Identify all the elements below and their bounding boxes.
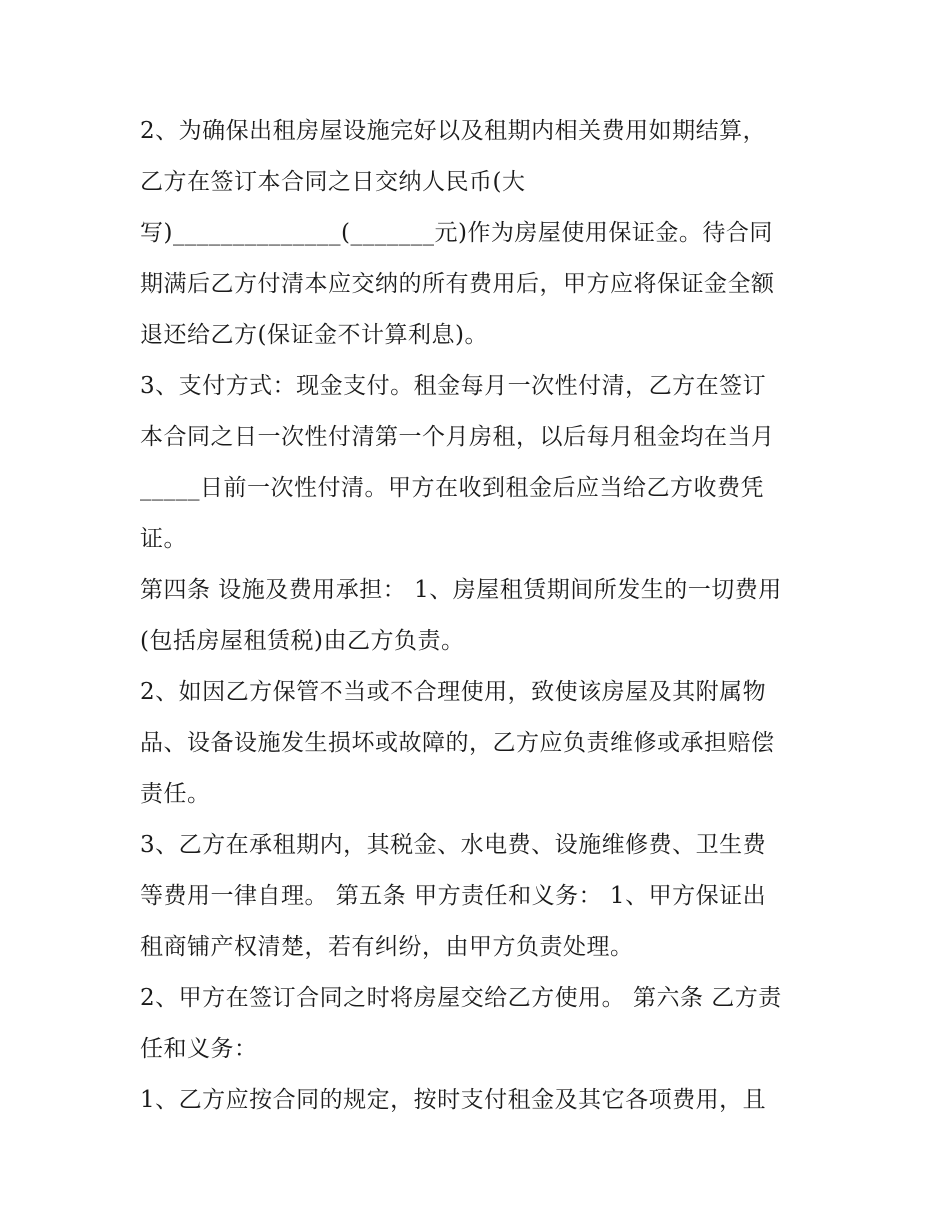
text-line: 期满后乙方付清本应交纳的所有费用后，甲方应将保证金全额: [140, 271, 775, 297]
text-line: 1、乙方应按合同的规定，按时支付租金及其它各项费用，且: [140, 1087, 767, 1113]
text-line: 2、如因乙方保管不当或不合理使用，致使该房屋及其附属物: [140, 679, 767, 705]
text-line: _____日前一次性付清。甲方在收到租金后应当给乙方收费凭: [140, 475, 764, 501]
text-line: 租商铺产权清楚，若有纠纷，由甲方负责处理。: [140, 934, 634, 960]
text-line: 退还给乙方(保证金不计算利息)。: [140, 322, 488, 348]
text-line: 等费用一律自理。 第五条 甲方责任和义务： 1、甲方保证出: [140, 883, 767, 909]
text-line: 写)______________(_______元)作为房屋使用保证金。待合同: [140, 220, 773, 246]
text-line: 责任。: [140, 781, 211, 807]
text-line: 3、支付方式：现金支付。租金每月一次性付清，乙方在签订: [140, 373, 767, 399]
text-line: 2、为确保出租房屋设施完好以及租期内相关费用如期结算，: [140, 118, 767, 144]
text-line: 任和义务：: [140, 1036, 258, 1062]
text-line: 3、乙方在承租期内，其税金、水电费、设施维修费、卫生费: [140, 832, 767, 858]
text-line: 品、设备设施发生损坏或故障的，乙方应负责维修或承担赔偿: [140, 730, 775, 756]
text-line: 证。: [140, 526, 187, 552]
text-line: (包括房屋租赁税)由乙方负责。: [140, 628, 465, 654]
text-line: 第四条 设施及费用承担： 1、房屋租赁期间所发生的一切费用: [140, 577, 782, 603]
document-page: [140, 106, 820, 1126]
text-line: 本合同之日一次性付清第一个月房租，以后每月租金均在当月: [140, 424, 775, 450]
text-line: 2、甲方在签订合同之时将房屋交给乙方使用。 第六条 乙方责: [140, 985, 782, 1011]
text-line: 乙方在签订本合同之日交纳人民币(大: [140, 169, 526, 195]
